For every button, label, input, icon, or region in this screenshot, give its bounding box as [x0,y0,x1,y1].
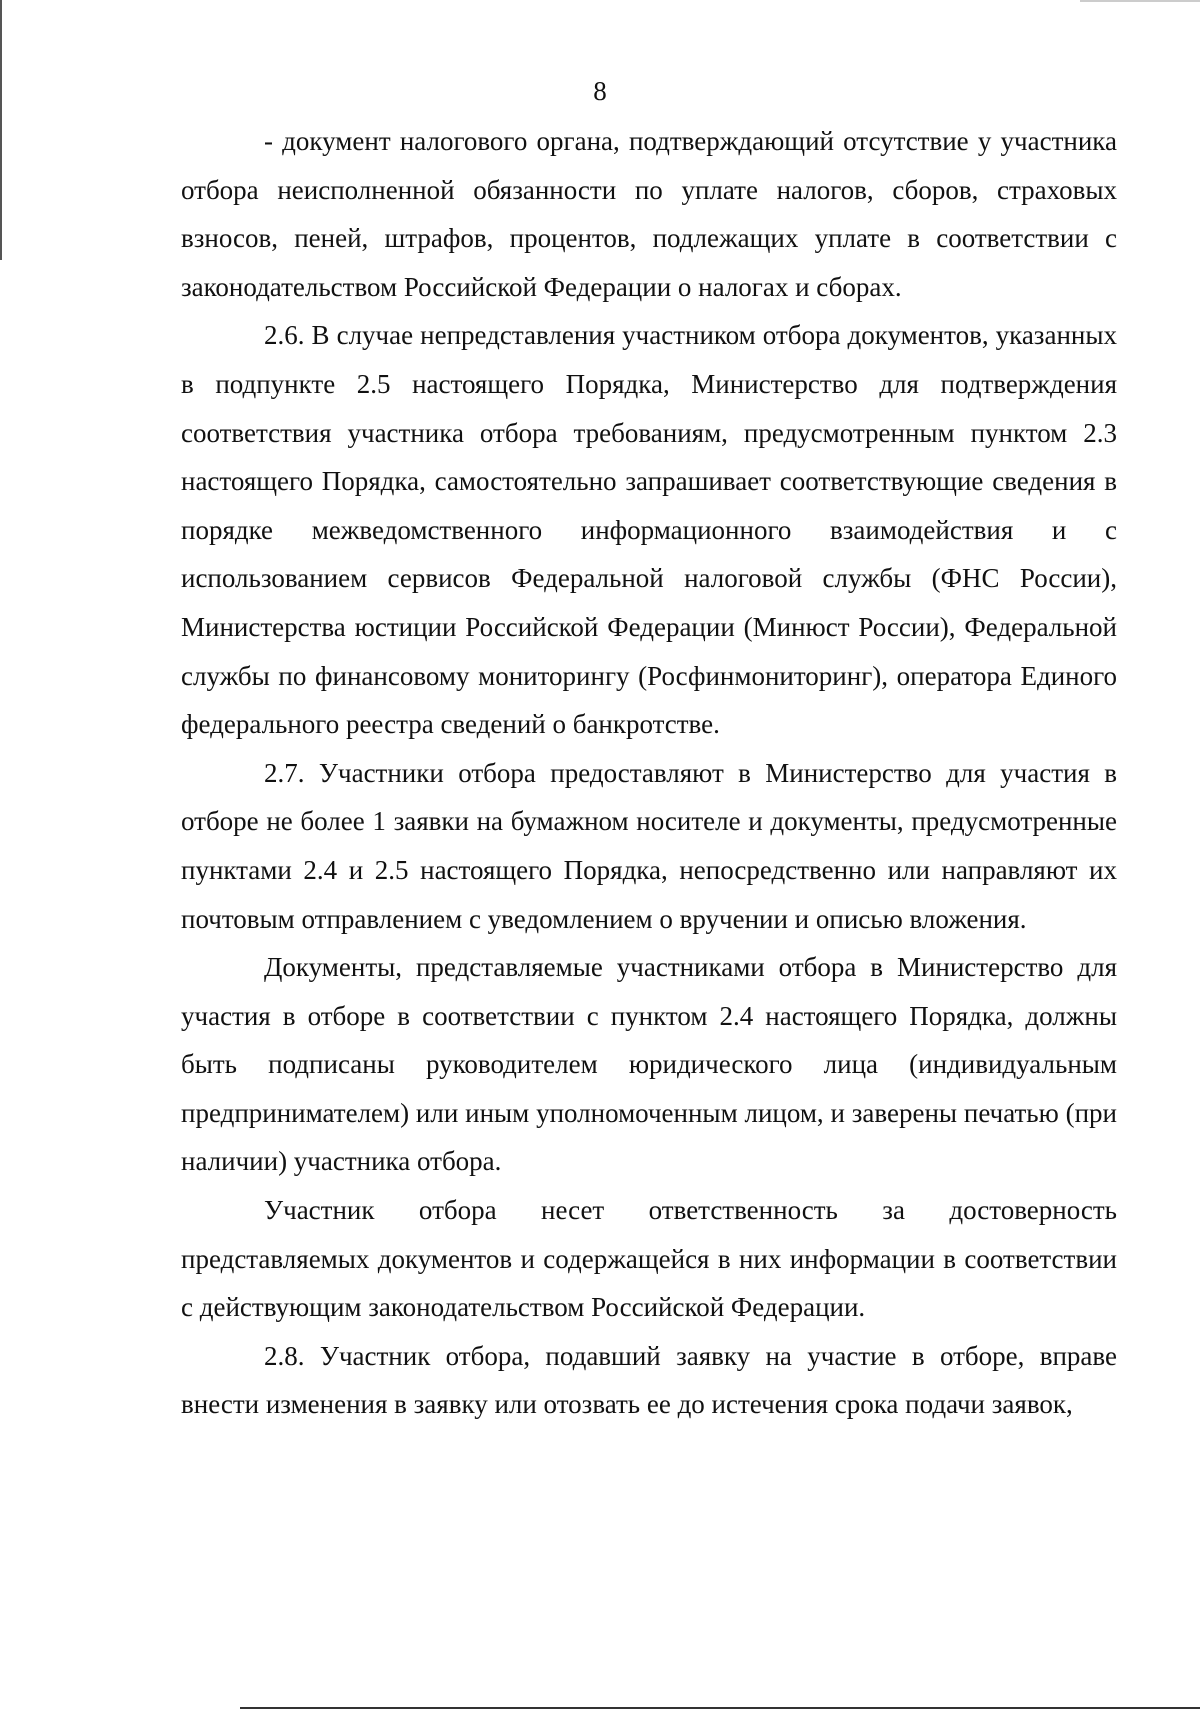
paragraph-2-6: 2.6. В случае непредставления участником отбора документов, указанных в подпункте 2.5 настоящего Порядка, Министерство для подтверждения соответствия участника отбора требованиям, предусмотренным пунктом 2.3 настоящего Порядка, самостоятельно запрашивает соответствующие сведения в порядке межведомственного информационного взаимодействия и с использованием сервисов Федеральной налоговой службы (ФНС России), Министерства юстиции Российской Федерации (Минюст России), Федеральной службы по финансовому мониторингу (Росфинмониторинг), оператора Единого федерального реестра сведений о банкротстве. [181,320,1117,740]
paragraph-2-7: 2.7. Участники отбора предоставляют в Министерство для участия в отборе не более 1 заявки на бумажном носителе и документы, предусмотренные пунктами 2.4 и 2.5 настоящего Порядка, непосредственно или направляют их почтовым отправлением с уведомлением о вручении и описью вложения. [181,757,1117,934]
scan-edge-left [0,0,2,260]
paragraph-2-8: 2.8. Участник отбора, подавший заявку на участие в отборе, вправе внести изменения в заявку или отозвать ее до истечения срока подачи заявок, [181,1340,1117,1420]
paragraph-responsibility: Участник отбора несет ответственность за достоверность представляемых документов и содержащейся в них информации в соответствии с действующим законодательством Российской Федерации. [181,1195,1117,1323]
paragraph-tax-document: - документ налогового органа, подтверждающий отсутствие у участника отбора неисполненной обязанности по уплате налогов, сборов, страховых взносов, пеней, штрафов, процентов, подлежащих уплате в соответствии с законодательством Российской Федерации о налогах и сборах. [181,126,1117,302]
page-number: 8 [593,76,607,106]
document-body [181,117,1117,1429]
scan-edge-top [1080,0,1200,2]
paragraph-documents-signing: Документы, представляемые участниками отбора в Министерство для участия в отборе в соответствии с пунктом 2.4 настоящего Порядка, должны быть подписаны руководителем юридического лица (индивидуальным предпринимателем) или иным уполномоченным лицом, и заверены печатью (при наличии) участника отбора. [181,952,1117,1177]
